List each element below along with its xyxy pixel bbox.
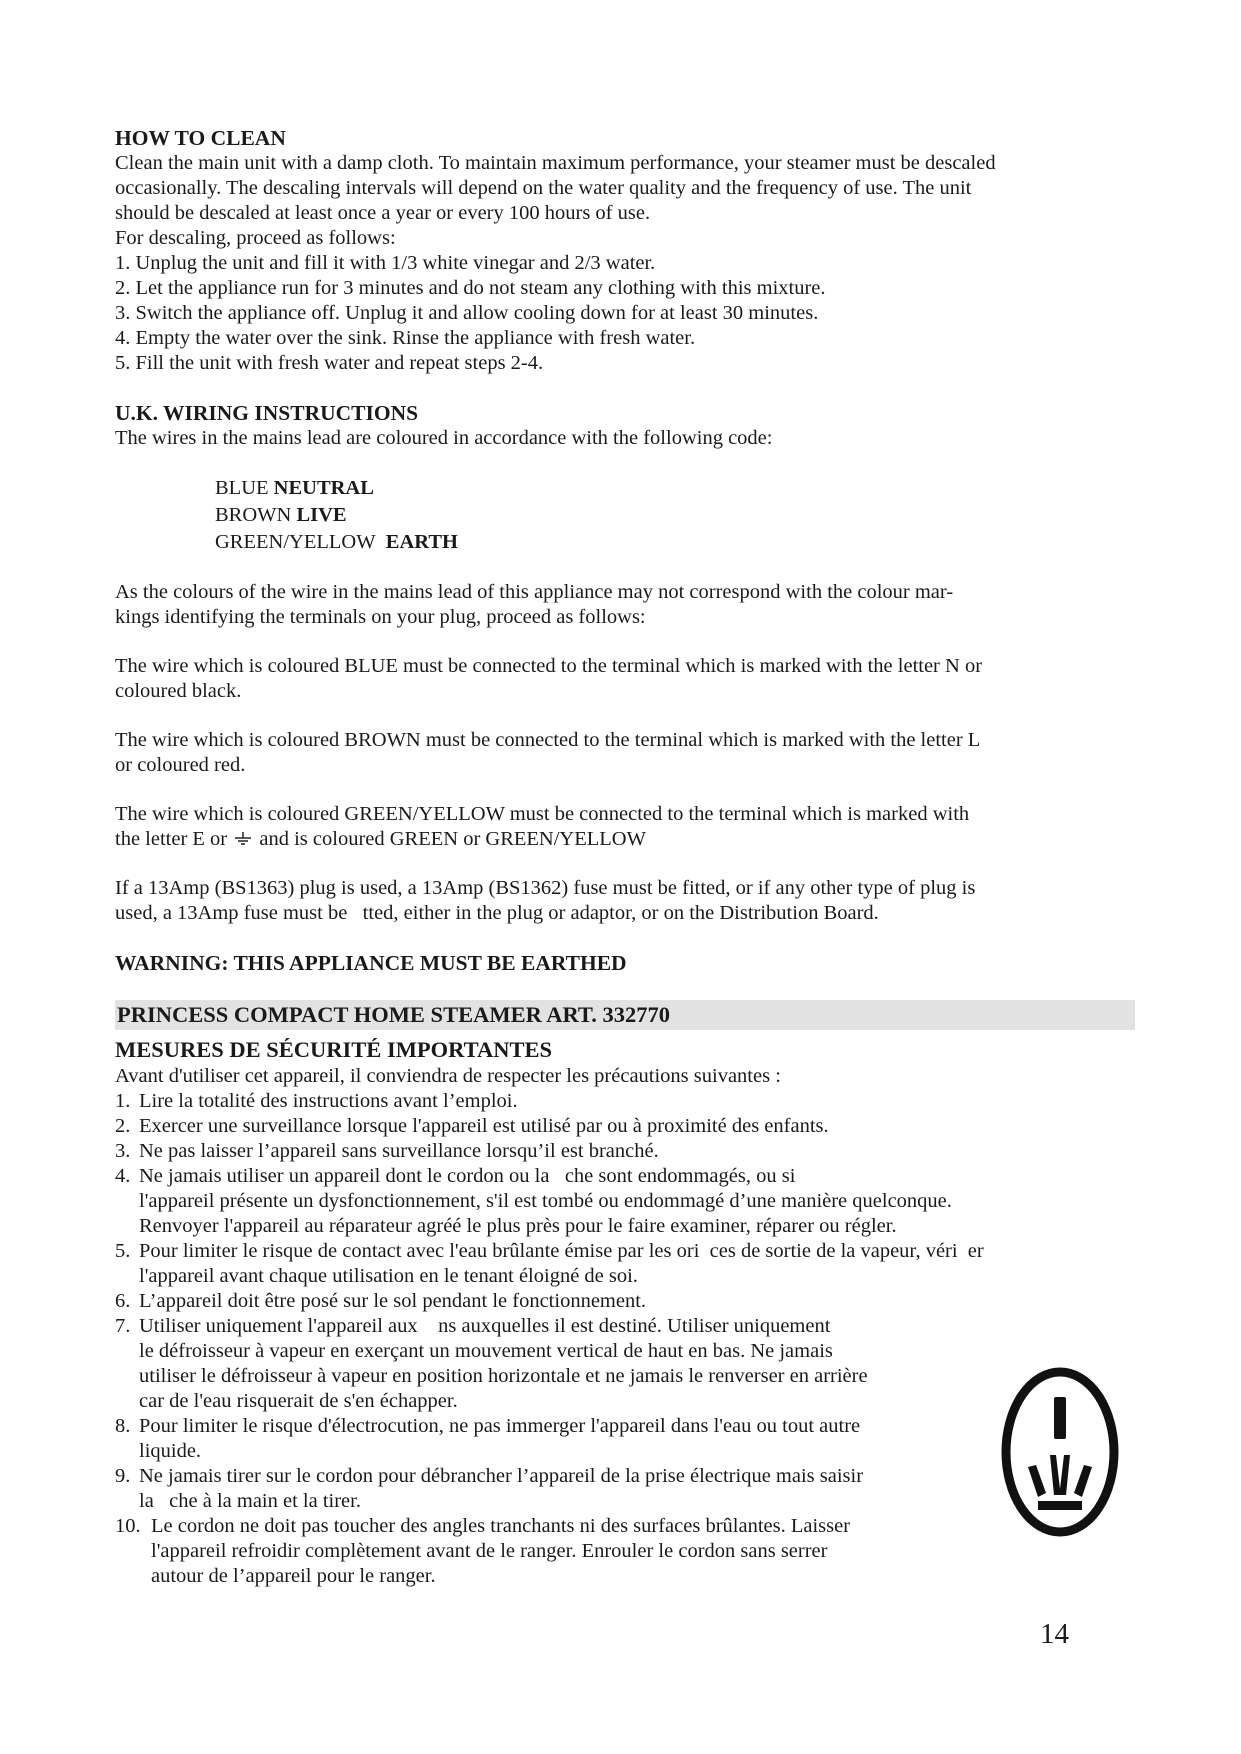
item-number: 6. <box>115 1290 131 1312</box>
wiring-paragraph-3a: The wire which is coloured BROWN must be connected to the terminal which is marked with the letter L <box>115 729 981 751</box>
wire-colour: BLUE <box>215 477 269 499</box>
wiring-intro: The wires in the mains lead are coloured in accordance with the following code: <box>115 427 773 449</box>
item-number: 4. <box>115 1165 131 1187</box>
clean-step: 1. Unplug the unit and fill it with 1/3 white vinegar and 2/3 water. <box>115 252 656 274</box>
wire-role: LIVE <box>296 504 347 526</box>
wiring-paragraph-1b: kings identifying the terminals on your plug, proceed as follows: <box>115 606 646 628</box>
safety-list <box>115 1089 1135 1589</box>
wire-code-row <box>215 529 1135 556</box>
wire-role: NEUTRAL <box>273 477 374 499</box>
clean-intro-line-1: Clean the main unit with a damp cloth. To maintain maximum performance, your steamer must be descaled <box>115 152 996 174</box>
how-to-clean-heading: HOW TO CLEAN <box>115 126 286 150</box>
clean-step: 5. Fill the unit with fresh water and repeat steps 2-4. <box>115 352 544 374</box>
item-number: 9. <box>115 1465 131 1487</box>
ground-symbol-icon <box>232 828 254 842</box>
item-line: utiliser le défroisseur à vapeur en position horizontale et ne jamais le renverser en arrière <box>139 1365 868 1387</box>
item-line: Renvoyer l'appareil au réparateur agréé le plus près pour le faire examiner, réparer ou régler. <box>139 1215 897 1237</box>
list-item <box>115 1289 1135 1314</box>
clean-intro-line-2: occasionally. The descaling intervals will depend on the water quality and the frequency of use. The unit <box>115 177 972 199</box>
item-line: le défroisseur à vapeur en exerçant un mouvement vertical de haut en bas. Ne jamais <box>139 1340 833 1362</box>
list-item <box>115 1514 995 1589</box>
wiring-paragraph-3b: or coloured red. <box>115 754 246 776</box>
wiring-paragraph-4b <box>115 827 1135 852</box>
item-line: Ne jamais tirer sur le cordon pour débrancher l’appareil de la prise électrique mais saisir <box>139 1465 864 1487</box>
clean-intro-line-3: should be descaled at least once a year or every 100 hours of use. <box>115 202 651 224</box>
clean-intro-line-4: For descaling, proceed as follows: <box>115 227 396 249</box>
item-number: 2. <box>115 1115 131 1137</box>
item-number: 10. <box>115 1515 141 1537</box>
earthed-warning: WARNING: THIS APPLIANCE MUST BE EARTHED <box>115 951 627 975</box>
list-item <box>115 1114 1135 1139</box>
wire-code-row <box>215 475 1135 502</box>
wiring-paragraph-5a: If a 13Amp (BS1363) plug is used, a 13Amp (BS1362) fuse must be fitted, or if any other type of plug is <box>115 877 976 899</box>
steam-warning-logo-icon <box>1000 1367 1120 1537</box>
item-line: Utiliser uniquement l'appareil aux ns auxquelles il est destiné. Utiliser uniquement <box>139 1315 831 1337</box>
wiring-paragraph-5b: used, a 13Amp fuse must be tted, either in the plug or adaptor, or on the Distribution Board. <box>115 902 879 924</box>
item-line: Exercer une surveillance lorsque l'appareil est utilisé par ou à proximité des enfants. <box>139 1115 829 1137</box>
item-number: 3. <box>115 1140 131 1162</box>
item-line: l'appareil refroidir complètement avant de le ranger. Enrouler le cordon sans serrer <box>151 1540 828 1562</box>
item-line: Pour limiter le risque d'électrocution, ne pas immerger l'appareil dans l'eau ou tout autre <box>139 1415 861 1437</box>
item-number: 5. <box>115 1240 131 1262</box>
wiring-paragraph-4b-pre: the letter E or <box>115 828 228 850</box>
item-number: 1. <box>115 1090 131 1112</box>
item-line: car de l'eau risquerait de s'en échapper. <box>139 1390 458 1412</box>
safety-intro: Avant d'utiliser cet appareil, il conviendra de respecter les précautions suivantes : <box>115 1065 781 1087</box>
wiring-paragraph-2a: The wire which is coloured BLUE must be connected to the terminal which is marked with the letter N or <box>115 655 983 677</box>
item-line: Lire la totalité des instructions avant l’emploi. <box>139 1090 518 1112</box>
item-line: Ne jamais utiliser un appareil dont le cordon ou la che sont endommagés, ou si <box>139 1165 796 1187</box>
list-item <box>115 1414 995 1464</box>
list-item <box>115 1164 1135 1239</box>
wiring-paragraph-4b-post: and is coloured GREEN or GREEN/YELLOW <box>259 828 646 850</box>
list-item <box>115 1089 1135 1114</box>
wiring-heading: U.K. WIRING INSTRUCTIONS <box>115 401 419 425</box>
item-line: l'appareil avant chaque utilisation en le tenant éloigné de soi. <box>139 1265 638 1287</box>
item-number: 8. <box>115 1415 131 1437</box>
page-content <box>115 125 1135 1589</box>
clean-step: 2. Let the appliance run for 3 minutes and do not steam any clothing with this mixture. <box>115 277 826 299</box>
list-item <box>115 1464 995 1514</box>
list-item <box>115 1314 995 1414</box>
item-line: autour de l’appareil pour le ranger. <box>151 1565 436 1587</box>
item-line: Le cordon ne doit pas toucher des angles tranchants ni des surfaces brûlantes. Laisser <box>151 1515 851 1537</box>
product-banner: PRINCESS COMPACT HOME STEAMER ART. 332770 <box>115 1000 1135 1030</box>
item-line: liquide. <box>139 1440 202 1462</box>
page-number: 14 <box>1040 1618 1069 1650</box>
wire-code-row <box>215 502 1135 529</box>
wiring-paragraph-1a: As the colours of the wire in the mains lead of this appliance may not correspond with the colour mar- <box>115 581 954 603</box>
list-item <box>115 1239 1135 1289</box>
wiring-paragraph-4a: The wire which is coloured GREEN/YELLOW must be connected to the terminal which is marked with <box>115 803 970 825</box>
wire-colour: GREEN/YELLOW <box>215 531 376 553</box>
item-line: Ne pas laisser l’appareil sans surveillance lorsqu’il est branché. <box>139 1140 659 1162</box>
item-line: l'appareil présente un dysfonctionnement, s'il est tombé ou endommagé d’une manière quelconque. <box>139 1190 952 1212</box>
list-item <box>115 1139 1135 1164</box>
item-line: la che à la main et la tirer. <box>139 1490 361 1512</box>
wire-colour-codes <box>115 475 1135 556</box>
wire-colour: BROWN <box>215 504 292 526</box>
item-line: Pour limiter le risque de contact avec l'eau brûlante émise par les ori ces de sortie de la vapeur, véri er <box>139 1240 984 1262</box>
clean-step: 3. Switch the appliance off. Unplug it and allow cooling down for at least 30 minutes. <box>115 302 819 324</box>
wiring-paragraph-2b: coloured black. <box>115 680 242 702</box>
item-line: L’appareil doit être posé sur le sol pendant le fonctionnement. <box>139 1290 647 1312</box>
item-number: 7. <box>115 1315 131 1337</box>
wire-role: EARTH <box>385 531 458 553</box>
safety-heading: MESURES DE SÉCURITÉ IMPORTANTES <box>115 1037 553 1062</box>
clean-step: 4. Empty the water over the sink. Rinse the appliance with fresh water. <box>115 327 696 349</box>
